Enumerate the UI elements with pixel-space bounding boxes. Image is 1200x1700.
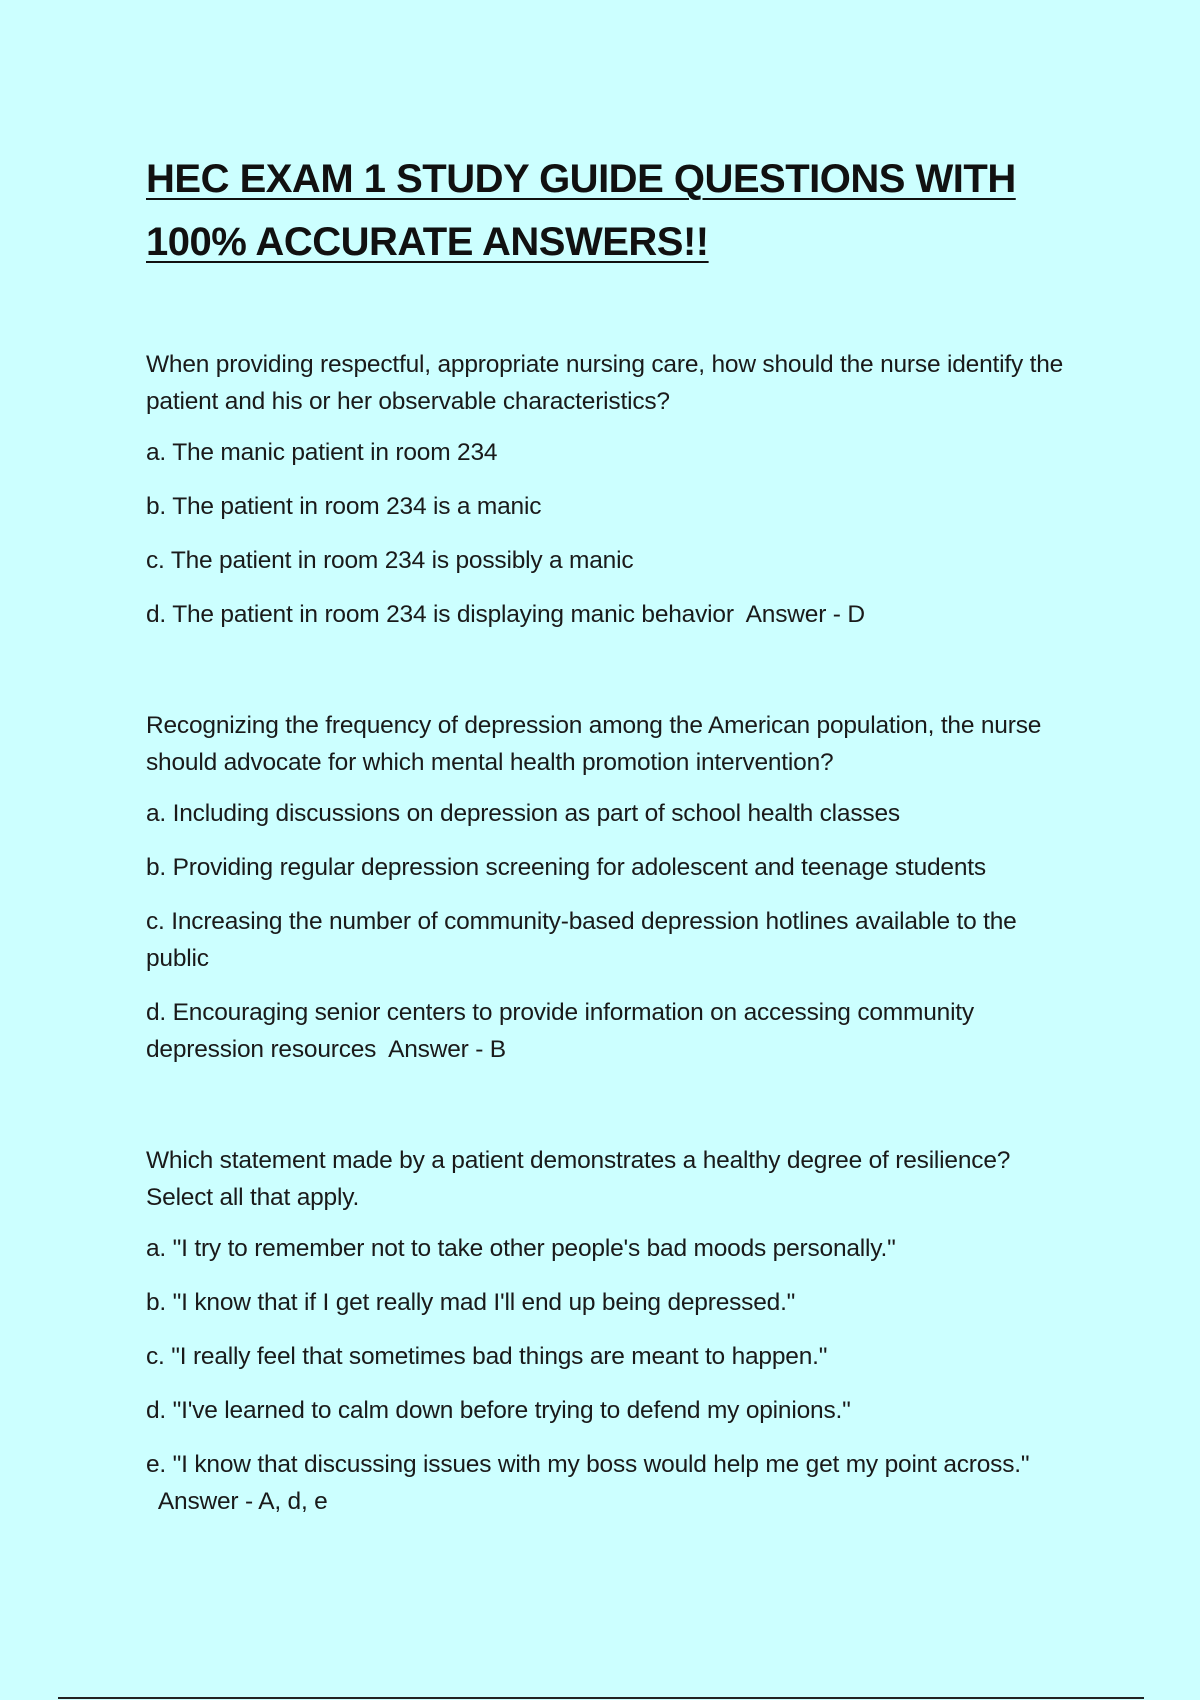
question-2	[146, 707, 1066, 1068]
option-a: a. The manic patient in room 234	[146, 439, 498, 466]
question-stem: Recognizing the frequency of depression among the American population, the nurse should advocate for which mental health promotion intervention?	[146, 712, 1042, 776]
option-c: c. The patient in room 234 is possibly a manic	[146, 547, 634, 574]
answer-key: Answer - D	[745, 601, 865, 628]
option-d: d. Encouraging senior centers to provide information on accessing community depression resources	[146, 999, 974, 1063]
document-page	[146, 148, 1066, 1537]
option-b: b. "I know that if I get really mad I'll end up being depressed."	[146, 1289, 796, 1316]
option-d: d. The patient in room 234 is displaying manic behavior	[146, 601, 734, 628]
footer-divider	[58, 1697, 1144, 1699]
option-d: d. "I've learned to calm down before trying to defend my opinions."	[146, 1397, 851, 1424]
option-c: c. Increasing the number of community-based depression hotlines available to the public	[146, 908, 1017, 972]
option-c: c. "I really feel that sometimes bad things are meant to happen."	[146, 1343, 828, 1370]
document-title: HEC EXAM 1 STUDY GUIDE QUESTIONS WITH 100% ACCURATE ANSWERS!!	[146, 157, 1016, 264]
option-e: e. "I know that discussing issues with my boss would help me get my point across."	[146, 1451, 1030, 1478]
option-b: b. The patient in room 234 is a manic	[146, 493, 542, 520]
question-1	[146, 346, 1066, 633]
option-b: b. Providing regular depression screening for adolescent and teenage students	[146, 854, 986, 881]
option-a: a. "I try to remember not to take other people's bad moods personally."	[146, 1235, 896, 1262]
answer-key: Answer - B	[388, 1036, 506, 1063]
question-stem: When providing respectful, appropriate nursing care, how should the nurse identify the patient and his or her observable characteristics?	[146, 351, 1064, 415]
option-e-with-answer	[146, 1446, 1066, 1520]
question-3	[146, 1142, 1066, 1520]
option-d-with-answer	[146, 596, 1066, 633]
question-stem: Which statement made by a patient demonstrates a healthy degree of resilience? Select all that apply.	[146, 1147, 1011, 1211]
option-a: a. Including discussions on depression as part of school health classes	[146, 800, 900, 827]
answer-key: Answer - A, d, e	[157, 1488, 328, 1515]
option-d-with-answer	[146, 994, 1066, 1068]
